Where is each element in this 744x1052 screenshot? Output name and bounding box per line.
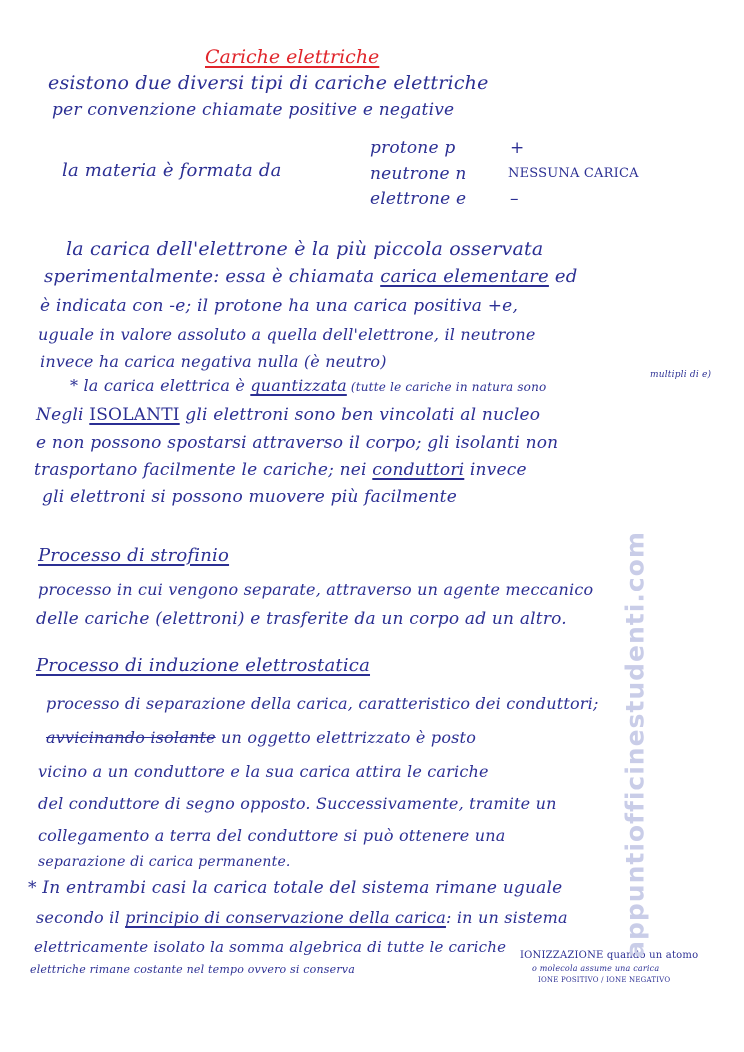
text-segment: gli elettroni sono ben vincolati al nucleo xyxy=(179,405,541,425)
text-line: * In entrambi casi la carica totale del sistema rimane uguale xyxy=(28,878,563,898)
text-segment: * la carica elettrica è xyxy=(70,376,251,395)
text-line: elettricamente isolato la somma algebrica di tutte le cariche xyxy=(34,938,507,956)
text-line xyxy=(46,728,476,747)
watermark-text: appuntiofficinestudenti.com xyxy=(620,531,650,958)
text-line: è indicata con -e; il protone ha una carica positiva +e, xyxy=(40,296,519,316)
text-segment: secondo il xyxy=(36,908,126,927)
text-line: la carica dell'elettrone è la più piccola osservata xyxy=(66,238,544,260)
section-heading: Processo di strofinio xyxy=(38,545,230,566)
text-line xyxy=(36,405,540,425)
text-line: per convenzione chiamate positive e negative xyxy=(52,100,455,120)
text-line: esistono due diversi tipi di cariche elettriche xyxy=(48,72,489,94)
particle-proton: protone p xyxy=(370,138,456,158)
text-line: la materia è formata da xyxy=(62,160,282,181)
text-segment: sperimentalmente: essa è chiamata xyxy=(44,266,381,287)
text-segment: un oggetto elettrizzato è posto xyxy=(215,728,477,747)
text-line xyxy=(70,376,546,395)
text-line: separazione di carica permanente. xyxy=(38,854,291,870)
side-note: o molecola assume una carica xyxy=(532,964,660,973)
text-segment: (tutte le cariche in natura sono xyxy=(346,380,547,394)
underlined-term: conduttori xyxy=(372,460,465,480)
text-segment: invece xyxy=(464,460,527,480)
text-line: delle cariche (elettroni) e trasferite da un corpo ad un altro. xyxy=(36,609,567,629)
text-line: elettriche rimane costante nel tempo ovvero si conserva xyxy=(30,963,355,976)
particle-electron-charge: – xyxy=(510,189,519,209)
watermark xyxy=(610,510,650,1010)
particle-neutron-charge: NESSUNA CARICA xyxy=(508,166,639,181)
side-note: IONE POSITIVO / IONE NEGATIVO xyxy=(538,976,671,984)
text-segment: ed xyxy=(548,266,578,287)
particle-electron: elettrone e xyxy=(370,189,467,209)
text-line xyxy=(34,460,527,480)
margin-note: multipli di e) xyxy=(650,370,712,380)
text-line: processo di separazione della carica, caratteristico dei conduttori; xyxy=(46,694,599,713)
underlined-term: principio di conservazione della carica xyxy=(125,908,446,927)
section-heading: Processo di induzione elettrostatica xyxy=(36,655,371,676)
text-line xyxy=(36,908,568,927)
text-line: uguale in valore assoluto a quella dell'elettrone, il neutrone xyxy=(38,325,536,344)
underlined-term: carica elementare xyxy=(380,266,549,287)
text-line: del conduttore di segno opposto. Successivamente, tramite un xyxy=(38,794,557,813)
text-line: collegamento a terra del conduttore si può ottenere una xyxy=(38,826,506,845)
text-line: invece ha carica negativa nulla (è neutro) xyxy=(40,352,387,371)
side-note: IONIZZAZIONE quando un atomo xyxy=(520,950,699,961)
page-title: Cariche elettriche xyxy=(205,46,380,68)
text-segment: : in un sistema xyxy=(445,908,568,927)
particle-neutron: neutrone n xyxy=(370,164,467,184)
struck-text: avvicinando isolante xyxy=(46,728,216,747)
particle-proton-charge: + xyxy=(510,138,525,158)
text-segment: trasportano facilmente le cariche; nei xyxy=(34,460,373,480)
underlined-term: ISOLANTI xyxy=(89,405,180,425)
text-line xyxy=(44,266,577,287)
text-line: gli elettroni si possono muovere più facilmente xyxy=(42,487,457,507)
text-segment: Negli xyxy=(36,405,90,425)
text-line: vicino a un conduttore e la sua carica attira le cariche xyxy=(38,762,489,781)
underlined-term: quantizzata xyxy=(250,376,347,395)
text-line: e non possono spostarsi attraverso il corpo; gli isolanti non xyxy=(36,433,559,453)
text-line: processo in cui vengono separate, attraverso un agente meccanico xyxy=(38,580,594,599)
